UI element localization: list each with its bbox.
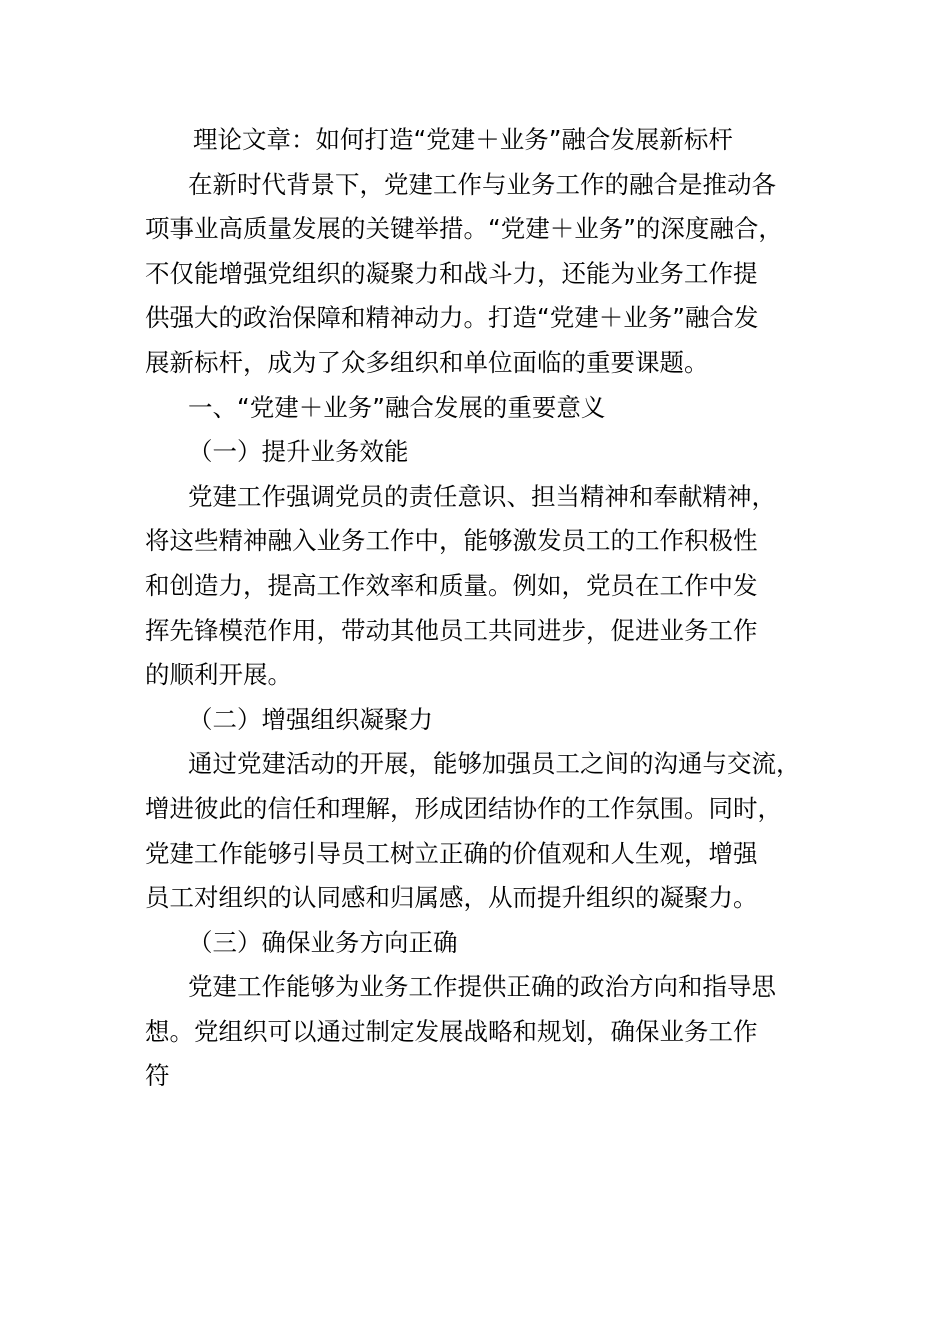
text-line: （三）确保业务方向正确 — [188, 927, 458, 957]
text-line: 不仅能增强党组织的凝聚力和战斗力，还能为业务工作提 — [145, 258, 758, 288]
text-line: 增进彼此的信任和理解，形成团结协作的工作氛围。同时， — [145, 793, 782, 823]
text-line: 供强大的政治保障和精神动力。打造“党建＋业务”融合发 — [145, 303, 759, 333]
text-line: 党建工作能够为业务工作提供正确的政治方向和指导思 — [188, 972, 776, 1002]
document-title: 理论文章：如何打造“党建＋业务”融合发展新标杆 — [193, 125, 733, 154]
text-line: 党建工作强调党员的责任意识、担当精神和奉献精神， — [188, 481, 776, 511]
document-text — [145, 163, 845, 1099]
text-line: 想。党组织可以通过制定发展战略和规划，确保业务工作 — [145, 1016, 758, 1046]
text-line: 符 — [145, 1061, 170, 1091]
text-line: 党建工作能够引导员工树立正确的价值观和人生观，增强 — [145, 838, 758, 868]
text-line: 员工对组织的认同感和归属感，从而提升组织的凝聚力。 — [145, 883, 758, 913]
text-line: 将这些精神融入业务工作中，能够激发员工的工作积极性 — [145, 526, 758, 556]
text-line: （一）提升业务效能 — [188, 437, 409, 467]
text-line: 在新时代背景下，党建工作与业务工作的融合是推动各 — [188, 169, 776, 199]
text-line: 挥先锋模范作用，带动其他员工共同进步，促进业务工作 — [145, 615, 758, 645]
text-line: 展新标杆，成为了众多组织和单位面临的重要课题。 — [145, 347, 709, 377]
text-line: 项事业高质量发展的关键举措。“党建＋业务”的深度融合， — [145, 214, 783, 244]
text-line: 的顺利开展。 — [145, 660, 292, 690]
text-line: 和创造力，提高工作效率和质量。例如，党员在工作中发 — [145, 570, 758, 600]
text-line: （二）增强组织凝聚力 — [188, 704, 433, 734]
document-body — [145, 118, 845, 1099]
text-line: 通过党建活动的开展，能够加强员工之间的沟通与交流， — [188, 749, 801, 779]
text-line: 一、“党建＋业务”融合发展的重要意义 — [188, 392, 606, 422]
